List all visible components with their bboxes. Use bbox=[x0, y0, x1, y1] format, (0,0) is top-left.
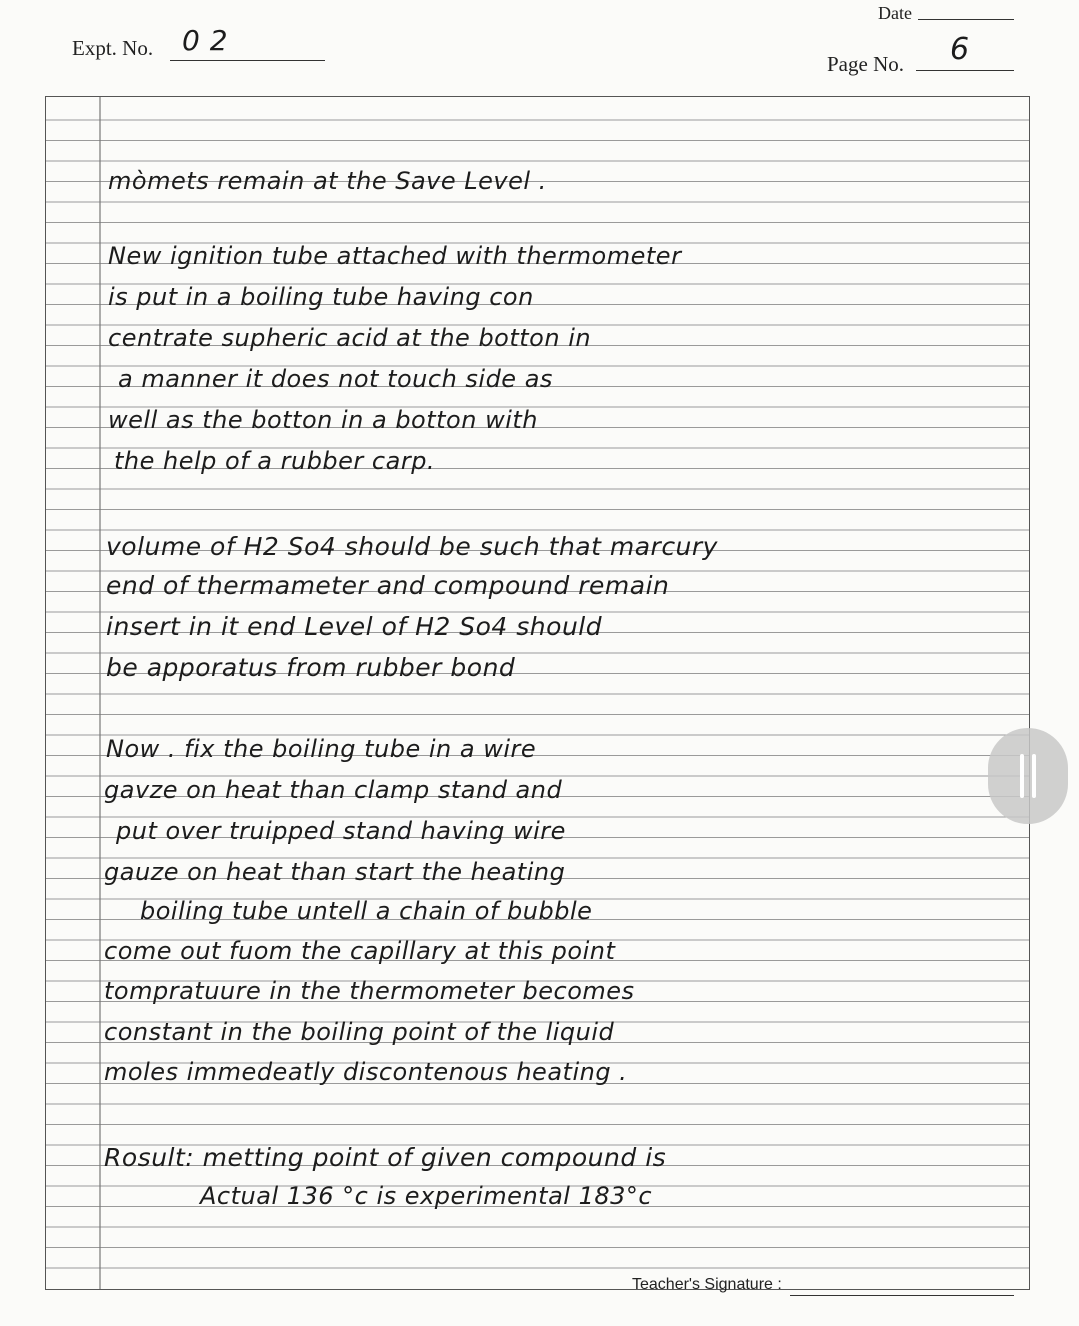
result-line: Actual 136 °c is experimental 183°c bbox=[200, 1182, 653, 1210]
text-line: come out fuom the capillary at this point bbox=[104, 937, 616, 965]
page-border bbox=[45, 96, 1030, 1290]
page-no-label: Page No. bbox=[827, 52, 904, 76]
scroll-handle-grip-icon bbox=[1020, 754, 1024, 798]
text-line: insert in it end Level of H2 So4 should bbox=[106, 612, 603, 641]
scroll-handle[interactable] bbox=[988, 728, 1068, 824]
text-line: volume of H2 So4 should be such that marcury bbox=[106, 532, 718, 561]
text-line: is put in a boiling tube having con bbox=[108, 283, 534, 311]
expt-no-label: Expt. No. bbox=[72, 36, 154, 60]
text-line: Now . fix the boiling tube in a wire bbox=[106, 735, 537, 763]
text-line: gauze on heat than start the heating bbox=[104, 858, 566, 886]
text-line: mòmets remain at the Save Level . bbox=[108, 167, 547, 195]
page-no-value: 6 bbox=[950, 32, 970, 67]
text-line: well as the botton in a botton with bbox=[108, 406, 538, 434]
expt-no-value: 0 2 bbox=[182, 24, 229, 57]
scroll-handle-grip-icon bbox=[1032, 754, 1036, 798]
text-line: tompratuure in the thermometer becomes bbox=[104, 977, 635, 1005]
text-line: a manner it does not touch side as bbox=[118, 365, 553, 393]
text-line: end of thermameter and compound remain bbox=[106, 571, 670, 600]
teacher-signature-label: Teacher's Signature : bbox=[632, 1276, 782, 1293]
text-line: the help of a rubber carp. bbox=[114, 447, 436, 475]
text-line: boiling tube untell a chain of bubble bbox=[140, 897, 593, 925]
expt-no-underline bbox=[170, 60, 325, 61]
text-line: be apporatus from rubber bond bbox=[106, 653, 516, 682]
teacher-signature-underline bbox=[790, 1295, 1014, 1296]
text-line: centrate supheric acid at the botton in bbox=[108, 324, 592, 352]
text-line: New ignition tube attached with thermometer bbox=[108, 242, 682, 270]
result-line: Rosult: metting point of given compound is bbox=[104, 1143, 667, 1172]
text-line: gavze on heat than clamp stand and bbox=[104, 776, 563, 804]
page-no-underline bbox=[916, 70, 1014, 71]
date-label: Date bbox=[878, 3, 912, 23]
text-line: put over truipped stand having wire bbox=[116, 817, 566, 845]
date-underline bbox=[918, 19, 1014, 20]
text-line: moles immedeatly discontenous heating . bbox=[104, 1058, 628, 1086]
text-line: constant in the boiling point of the liquid bbox=[104, 1018, 615, 1046]
